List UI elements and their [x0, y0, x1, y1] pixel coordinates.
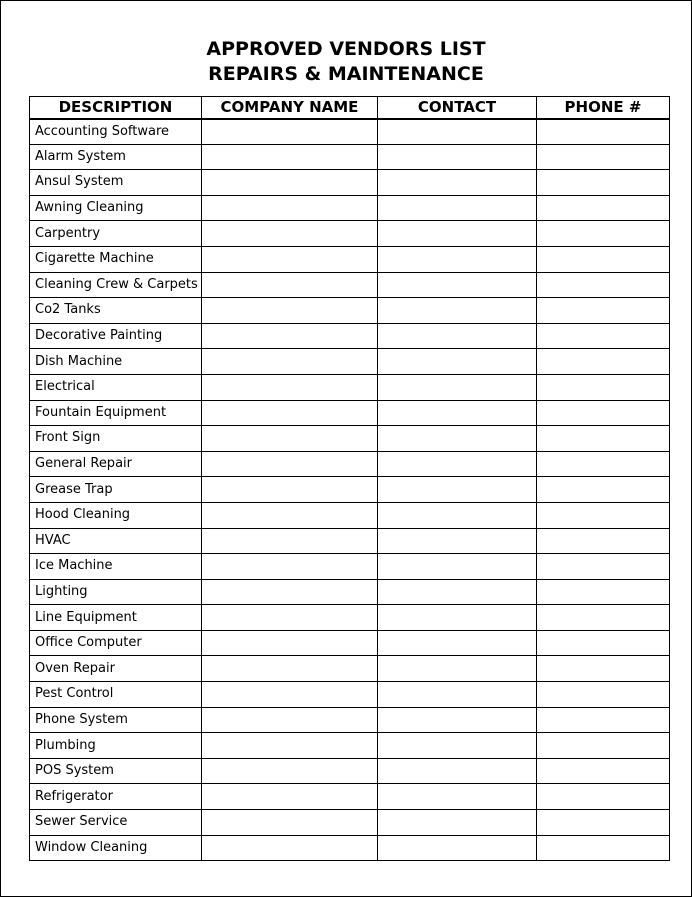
cell-description: Cleaning Crew & Carpets — [30, 272, 202, 298]
cell-contact[interactable] — [378, 784, 537, 810]
cell-contact[interactable] — [378, 810, 537, 836]
table-row — [30, 554, 670, 580]
cell-phone[interactable] — [537, 707, 670, 733]
cell-description: Ansul System — [30, 170, 202, 196]
cell-company-name[interactable] — [202, 656, 378, 682]
cell-contact[interactable] — [378, 758, 537, 784]
table-row — [30, 195, 670, 221]
cell-description: Plumbing — [30, 733, 202, 759]
cell-contact[interactable] — [378, 605, 537, 631]
table-row — [30, 528, 670, 554]
cell-description: Lighting — [30, 579, 202, 605]
cell-phone[interactable] — [537, 605, 670, 631]
cell-company-name[interactable] — [202, 221, 378, 247]
cell-company-name[interactable] — [202, 810, 378, 836]
cell-phone[interactable] — [537, 221, 670, 247]
cell-phone[interactable] — [537, 784, 670, 810]
cell-contact[interactable] — [378, 579, 537, 605]
cell-company-name[interactable] — [202, 170, 378, 196]
cell-company-name[interactable] — [202, 784, 378, 810]
cell-company-name[interactable] — [202, 272, 378, 298]
vendors-table — [29, 96, 670, 861]
cell-description: Co2 Tanks — [30, 298, 202, 324]
cell-description: Oven Repair — [30, 656, 202, 682]
table-row — [30, 170, 670, 196]
cell-company-name[interactable] — [202, 349, 378, 375]
cell-phone[interactable] — [537, 426, 670, 452]
cell-phone[interactable] — [537, 170, 670, 196]
table-row — [30, 374, 670, 400]
table-row — [30, 733, 670, 759]
cell-contact[interactable] — [378, 528, 537, 554]
cell-phone[interactable] — [537, 502, 670, 528]
cell-company-name[interactable] — [202, 528, 378, 554]
cell-contact[interactable] — [378, 554, 537, 580]
cell-contact[interactable] — [378, 426, 537, 452]
cell-contact[interactable] — [378, 733, 537, 759]
cell-contact[interactable] — [378, 246, 537, 272]
cell-company-name[interactable] — [202, 400, 378, 426]
cell-contact[interactable] — [378, 451, 537, 477]
table-row — [30, 119, 670, 145]
table-row — [30, 298, 670, 324]
cell-company-name[interactable] — [202, 707, 378, 733]
cell-contact[interactable] — [378, 298, 537, 324]
cell-contact[interactable] — [378, 195, 537, 221]
cell-phone[interactable] — [537, 298, 670, 324]
cell-phone[interactable] — [537, 758, 670, 784]
cell-phone[interactable] — [537, 400, 670, 426]
table-row — [30, 502, 670, 528]
cell-company-name[interactable] — [202, 195, 378, 221]
cell-company-name[interactable] — [202, 758, 378, 784]
cell-phone[interactable] — [537, 733, 670, 759]
cell-contact[interactable] — [378, 323, 537, 349]
cell-description: Accounting Software — [30, 119, 202, 145]
table-row — [30, 784, 670, 810]
cell-company-name[interactable] — [202, 733, 378, 759]
header-company-name: COMPANY NAME — [202, 97, 378, 119]
cell-description: POS System — [30, 758, 202, 784]
cell-description: Dish Machine — [30, 349, 202, 375]
cell-company-name[interactable] — [202, 579, 378, 605]
table-row — [30, 579, 670, 605]
cell-phone[interactable] — [537, 477, 670, 503]
cell-phone[interactable] — [537, 144, 670, 170]
cell-description: Alarm System — [30, 144, 202, 170]
cell-company-name[interactable] — [202, 630, 378, 656]
cell-company-name[interactable] — [202, 835, 378, 861]
cell-company-name[interactable] — [202, 682, 378, 708]
cell-contact[interactable] — [378, 477, 537, 503]
cell-phone[interactable] — [537, 195, 670, 221]
vendors-table-body — [30, 119, 670, 861]
cell-phone[interactable] — [537, 554, 670, 580]
table-row — [30, 246, 670, 272]
cell-description: General Repair — [30, 451, 202, 477]
cell-contact[interactable] — [378, 170, 537, 196]
cell-description: Refrigerator — [30, 784, 202, 810]
table-row — [30, 656, 670, 682]
cell-company-name[interactable] — [202, 144, 378, 170]
table-row — [30, 758, 670, 784]
cell-description: Window Cleaning — [30, 835, 202, 861]
table-row — [30, 323, 670, 349]
cell-contact[interactable] — [378, 349, 537, 375]
cell-phone[interactable] — [537, 246, 670, 272]
table-row — [30, 630, 670, 656]
cell-contact[interactable] — [378, 682, 537, 708]
cell-phone[interactable] — [537, 682, 670, 708]
cell-contact[interactable] — [378, 656, 537, 682]
table-row — [30, 477, 670, 503]
table-row — [30, 144, 670, 170]
cell-description: Awning Cleaning — [30, 195, 202, 221]
cell-description: Cigarette Machine — [30, 246, 202, 272]
cell-contact[interactable] — [378, 119, 537, 145]
cell-phone[interactable] — [537, 349, 670, 375]
cell-description: Ice Machine — [30, 554, 202, 580]
cell-phone[interactable] — [537, 630, 670, 656]
cell-phone[interactable] — [537, 374, 670, 400]
cell-company-name[interactable] — [202, 246, 378, 272]
cell-contact[interactable] — [378, 707, 537, 733]
cell-phone[interactable] — [537, 810, 670, 836]
table-row — [30, 682, 670, 708]
table-row — [30, 221, 670, 247]
cell-contact[interactable] — [378, 400, 537, 426]
cell-phone[interactable] — [537, 119, 670, 145]
cell-description: Fountain Equipment — [30, 400, 202, 426]
document-title-line-1: APPROVED VENDORS LIST — [206, 38, 486, 60]
cell-description: Grease Trap — [30, 477, 202, 503]
cell-description: Decorative Painting — [30, 323, 202, 349]
cell-phone[interactable] — [537, 579, 670, 605]
cell-company-name[interactable] — [202, 298, 378, 324]
cell-company-name[interactable] — [202, 554, 378, 580]
header-description: DESCRIPTION — [30, 97, 202, 119]
cell-description: Pest Control — [30, 682, 202, 708]
header-contact: CONTACT — [378, 97, 537, 119]
cell-description: Office Computer — [30, 630, 202, 656]
cell-description: Hood Cleaning — [30, 502, 202, 528]
cell-description: Line Equipment — [30, 605, 202, 631]
header-phone: PHONE # — [537, 97, 670, 119]
cell-description: Carpentry — [30, 221, 202, 247]
cell-company-name[interactable] — [202, 477, 378, 503]
table-row — [30, 835, 670, 861]
cell-company-name[interactable] — [202, 605, 378, 631]
cell-description: Sewer Service — [30, 810, 202, 836]
cell-company-name[interactable] — [202, 502, 378, 528]
cell-phone[interactable] — [537, 323, 670, 349]
cell-description: Phone System — [30, 707, 202, 733]
cell-contact[interactable] — [378, 835, 537, 861]
cell-contact[interactable] — [378, 502, 537, 528]
cell-contact[interactable] — [378, 630, 537, 656]
header-row — [30, 97, 670, 119]
vendors-table-header — [30, 97, 670, 119]
cell-company-name[interactable] — [202, 426, 378, 452]
table-row — [30, 707, 670, 733]
table-row — [30, 451, 670, 477]
table-row — [30, 810, 670, 836]
cell-description: HVAC — [30, 528, 202, 554]
table-row — [30, 605, 670, 631]
table-row — [30, 272, 670, 298]
table-row — [30, 349, 670, 375]
cell-phone[interactable] — [537, 835, 670, 861]
document-title-line-2: REPAIRS & MAINTENANCE — [208, 63, 484, 85]
cell-contact[interactable] — [378, 144, 537, 170]
cell-contact[interactable] — [378, 221, 537, 247]
cell-contact[interactable] — [378, 374, 537, 400]
table-row — [30, 426, 670, 452]
cell-company-name[interactable] — [202, 451, 378, 477]
cell-phone[interactable] — [537, 656, 670, 682]
cell-phone[interactable] — [537, 272, 670, 298]
table-row — [30, 400, 670, 426]
cell-description: Electrical — [30, 374, 202, 400]
cell-company-name[interactable] — [202, 119, 378, 145]
cell-phone[interactable] — [537, 451, 670, 477]
cell-contact[interactable] — [378, 272, 537, 298]
cell-phone[interactable] — [537, 528, 670, 554]
cell-description: Front Sign — [30, 426, 202, 452]
cell-company-name[interactable] — [202, 374, 378, 400]
cell-company-name[interactable] — [202, 323, 378, 349]
